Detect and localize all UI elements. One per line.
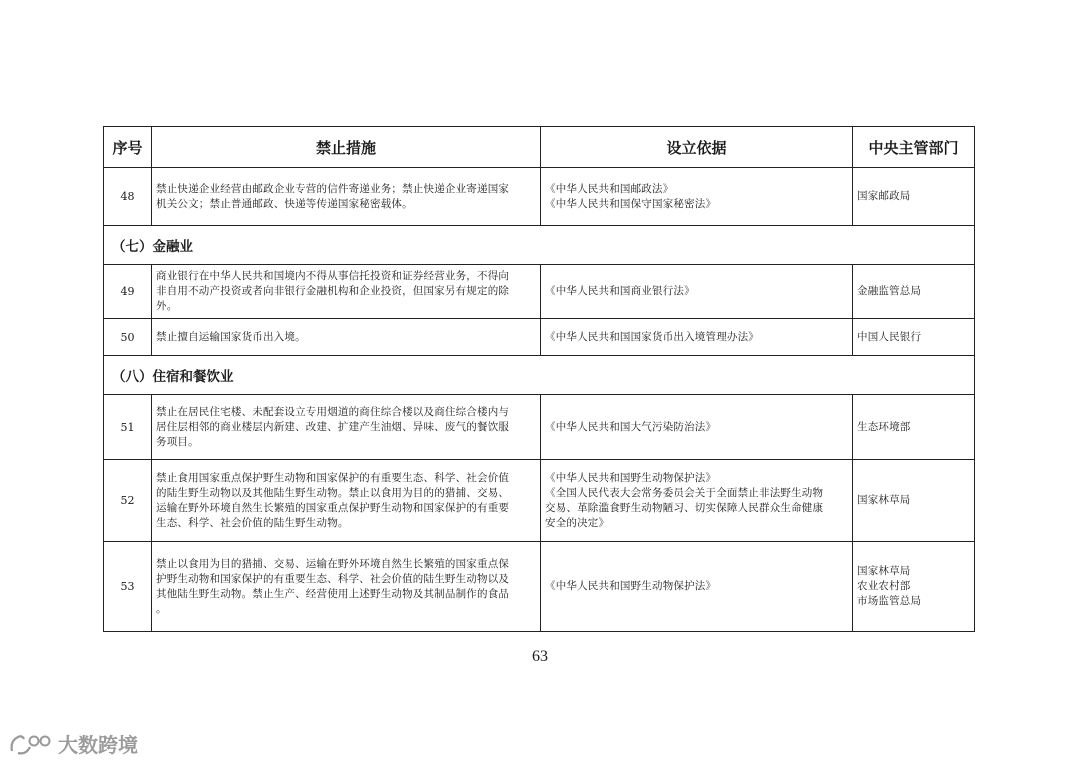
row-basis-text — [541, 265, 853, 319]
row-department-text — [853, 395, 975, 460]
row-serial-number: 52 — [104, 460, 152, 542]
page-number: 63 — [532, 648, 548, 665]
row-measure-text-line: 禁止食用国家重点保护野生动物和国家保护的有重要生态、科学、社会价值 — [156, 471, 510, 484]
row-measure-text-line: 商业银行在中华人民共和国境内不得从事信托投资和证券经营业务，不得向 — [156, 270, 510, 282]
row-basis-text — [541, 395, 853, 460]
table-header-row — [104, 127, 975, 168]
row-measure-text — [152, 542, 541, 632]
row-measure-text — [152, 265, 541, 319]
watermark-text: 大数跨境 — [58, 733, 138, 757]
regulation-table — [103, 126, 975, 632]
header-prohibited-measures: 禁止措施 — [152, 127, 541, 168]
row-measure-text-line: 的陆生野生动物以及其他陆生野生动物。禁止以食用为目的的猎捕、交易、 — [156, 486, 510, 499]
row-department-text — [853, 542, 975, 632]
table-row — [104, 395, 975, 460]
row-measure-text-line: 禁止在居民住宅楼、未配套设立专用烟道的商住综合楼以及商住综合楼内与 — [156, 405, 510, 418]
row-basis-text-line: 《全国人民代表大会常务委员会关于全面禁止非法野生动物 — [545, 486, 824, 499]
row-department-text-line: 金融监管总局 — [857, 285, 922, 297]
table-row — [104, 542, 975, 632]
row-serial-number: 50 — [104, 319, 152, 356]
row-measure-text-line: 务项目。 — [156, 435, 199, 448]
row-measure-text-line: 生态、科学、社会价值的陆生野生动物。 — [156, 516, 349, 529]
row-serial-number: 53 — [104, 542, 152, 632]
row-department-text-line: 生态环境部 — [857, 420, 911, 433]
row-basis-text-line: 《中华人民共和国国家货币出入境管理办法》 — [545, 330, 759, 343]
row-serial-number: 49 — [104, 265, 152, 319]
row-basis-text — [541, 542, 853, 632]
row-measure-text-line: 居住层相邻的商业楼层内新建、改建、扩建产生油烟、异味、废气的餐饮服 — [156, 420, 510, 433]
row-basis-text-line: 《中华人民共和国野生动物保护法》 — [545, 471, 717, 484]
row-department-text — [853, 460, 975, 542]
section-title: （八）住宿和餐饮业 — [104, 356, 975, 395]
table-row — [104, 168, 975, 226]
row-measure-text — [152, 395, 541, 460]
row-measure-text — [152, 460, 541, 542]
row-basis-text-line: 《中华人民共和国野生动物保护法》 — [545, 580, 717, 592]
row-measure-text — [152, 168, 541, 226]
row-measure-text-line: 。 — [156, 602, 167, 615]
row-basis-text — [541, 460, 853, 542]
table-row — [104, 460, 975, 542]
row-department-text-line: 农业农村部 — [857, 580, 911, 592]
table-body — [104, 168, 975, 632]
watermark — [8, 729, 138, 758]
table-row — [104, 265, 975, 319]
section-title: （七）金融业 — [104, 226, 975, 265]
row-measure-text-line: 禁止擅自运输国家货币出入境。 — [156, 330, 306, 343]
row-measure-text-line: 其他陆生野生动物。禁止生产、经营使用上述野生动物及其制品制作的食品 — [156, 587, 510, 600]
header-serial-number: 序号 — [104, 127, 152, 168]
section-row — [104, 226, 975, 265]
table-row — [104, 319, 975, 356]
row-basis-text-line: 《中华人民共和国保守国家秘密法》 — [545, 197, 717, 210]
row-basis-text-line: 《中华人民共和国大气污染防治法》 — [545, 420, 717, 433]
header-central-department: 中央主管部门 — [853, 127, 975, 168]
section-row — [104, 356, 975, 395]
watermark-logo-icon — [8, 731, 54, 757]
header-legal-basis: 设立依据 — [541, 127, 853, 168]
row-department-text — [853, 319, 975, 356]
row-measure-text-line: 非自用不动产投资或者向非银行金融机构和企业投资，但国家另有规定的除 — [156, 285, 510, 297]
row-measure-text-line: 运输在野外环境自然生长繁殖的国家重点保护野生动物和国家保护的有重要 — [156, 501, 510, 514]
row-department-text — [853, 168, 975, 226]
row-measure-text-line: 护野生动物和国家保护的有重要生态、科学、社会价值的陆生野生动物以及 — [156, 572, 510, 585]
row-measure-text-line: 禁止以食用为目的猎捕、交易、运输在野外环境自然生长繁殖的国家重点保 — [156, 557, 510, 570]
row-basis-text-line: 《中华人民共和国邮政法》 — [545, 182, 674, 195]
row-department-text-line: 国家邮政局 — [857, 190, 911, 202]
row-measure-text-line: 外。 — [156, 300, 178, 312]
row-department-text-line: 国家林草局 — [857, 565, 911, 577]
row-department-text-line: 中国人民银行 — [857, 330, 922, 343]
row-serial-number: 51 — [104, 395, 152, 460]
row-department-text — [853, 265, 975, 319]
row-basis-text — [541, 168, 853, 226]
row-basis-text-line: 《中华人民共和国商业银行法》 — [545, 285, 695, 297]
row-measure-text — [152, 319, 541, 356]
row-serial-number: 48 — [104, 168, 152, 226]
row-department-text-line: 国家林草局 — [857, 494, 911, 506]
row-basis-text-line: 交易、革除滥食野生动物陋习、切实保障人民群众生命健康 — [545, 501, 824, 514]
row-basis-text — [541, 319, 853, 356]
row-measure-text-line: 禁止快递企业经营由邮政企业专营的信件寄递业务；禁止快递企业寄递国家 — [156, 182, 510, 195]
row-department-text-line: 市场监管总局 — [857, 595, 922, 607]
row-measure-text-line: 机关公文；禁止普通邮政、快递等传递国家秘密载体。 — [156, 197, 413, 210]
row-basis-text-line: 安全的决定》 — [545, 516, 610, 529]
